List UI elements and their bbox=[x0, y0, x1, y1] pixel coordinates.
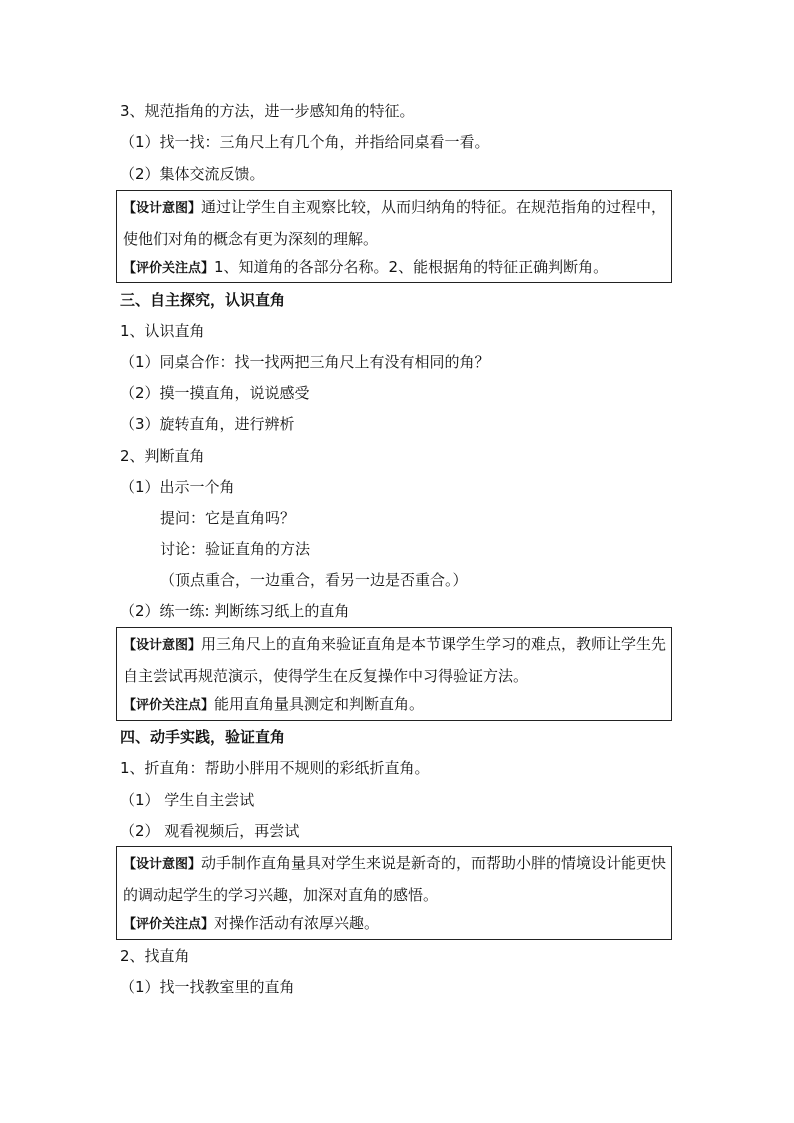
question-line: 提问：它是直角吗？ bbox=[160, 509, 296, 527]
design-intent-box-1 bbox=[116, 190, 672, 283]
subsection-4-2-item-1: （1）找一找教室里的直角 bbox=[120, 978, 295, 996]
design-intent-paragraph bbox=[123, 848, 667, 911]
evaluation-text: 能用直角量具测定和判断直角。 bbox=[214, 695, 425, 713]
evaluation-text: 对操作活动有浓厚兴趣。 bbox=[214, 914, 380, 932]
method-note-line: （顶点重合，一边重合，看另一边是否重合。） bbox=[160, 571, 468, 589]
subsection-2-item-1: （1）出示一个角 bbox=[120, 478, 235, 496]
evaluation-paragraph bbox=[123, 694, 424, 716]
subsection-1-item-1: （1）同桌合作：找一找两把三角尺上有没有相同的角？ bbox=[120, 353, 490, 371]
step-3-heading: 3、规范指角的方法，进一步感知角的特征。 bbox=[120, 102, 415, 120]
subsection-4-1-item-1: （1） 学生自主尝试 bbox=[120, 791, 255, 809]
section-3-title: 三、自主探究，认识直角 bbox=[120, 291, 286, 309]
step-3-item-2: （2）集体交流反馈。 bbox=[120, 165, 265, 183]
subsection-1-title: 1、认识直角 bbox=[120, 322, 205, 340]
discussion-line: 讨论：验证直角的方法 bbox=[160, 540, 311, 558]
design-intent-tag: 【设计意图】 bbox=[123, 857, 202, 872]
evaluation-tag: 【评价关注点】 bbox=[123, 698, 215, 713]
subsection-1-item-3: （3）旋转直角，进行辨析 bbox=[120, 415, 295, 433]
evaluation-text: 1、知道角的各部分名称。2、能根据角的特征正确判断角。 bbox=[214, 258, 609, 276]
design-intent-box-2 bbox=[116, 627, 672, 721]
evaluation-tag: 【评价关注点】 bbox=[123, 917, 215, 932]
design-intent-text: 用三角尺上的直角来验证直角是本节课学生学习的难点，教师让学生先自主尝试再规范演示，使得学生在反复操作中习得验证方法。 bbox=[123, 635, 667, 685]
step-3-item-1: （1）找一找：三角尺上有几个角，并指给同桌看一看。 bbox=[120, 133, 490, 151]
evaluation-paragraph bbox=[123, 257, 608, 279]
subsection-2-title: 2、判断直角 bbox=[120, 447, 205, 465]
subsection-4-2-title: 2、找直角 bbox=[120, 947, 190, 965]
subsection-4-1-title: 1、折直角：帮助小胖用不规则的彩纸折直角。 bbox=[120, 759, 430, 777]
design-intent-box-3 bbox=[116, 846, 672, 940]
design-intent-paragraph bbox=[123, 629, 667, 692]
section-4-title: 四、动手实践，验证直角 bbox=[120, 728, 286, 746]
evaluation-tag: 【评价关注点】 bbox=[123, 261, 215, 276]
design-intent-tag: 【设计意图】 bbox=[123, 201, 202, 216]
subsection-2-item-2: （2）练一练: 判断练习纸上的直角 bbox=[120, 602, 350, 620]
design-intent-tag: 【设计意图】 bbox=[123, 638, 202, 653]
design-intent-text: 通过让学生自主观察比较，从而归纳角的特征。在规范指角的过程中，使他们对角的概念有更为深刻的理解。 bbox=[123, 198, 667, 248]
subsection-1-item-2: （2）摸一摸直角，说说感受 bbox=[120, 384, 310, 402]
design-intent-text: 动手制作直角量具对学生来说是新奇的，而帮助小胖的情境设计能更快的调动起学生的学习兴趣，加深对直角的感悟。 bbox=[123, 854, 667, 904]
subsection-4-1-item-2: （2） 观看视频后，再尝试 bbox=[120, 822, 300, 840]
design-intent-paragraph bbox=[123, 192, 667, 255]
evaluation-paragraph bbox=[123, 913, 379, 935]
